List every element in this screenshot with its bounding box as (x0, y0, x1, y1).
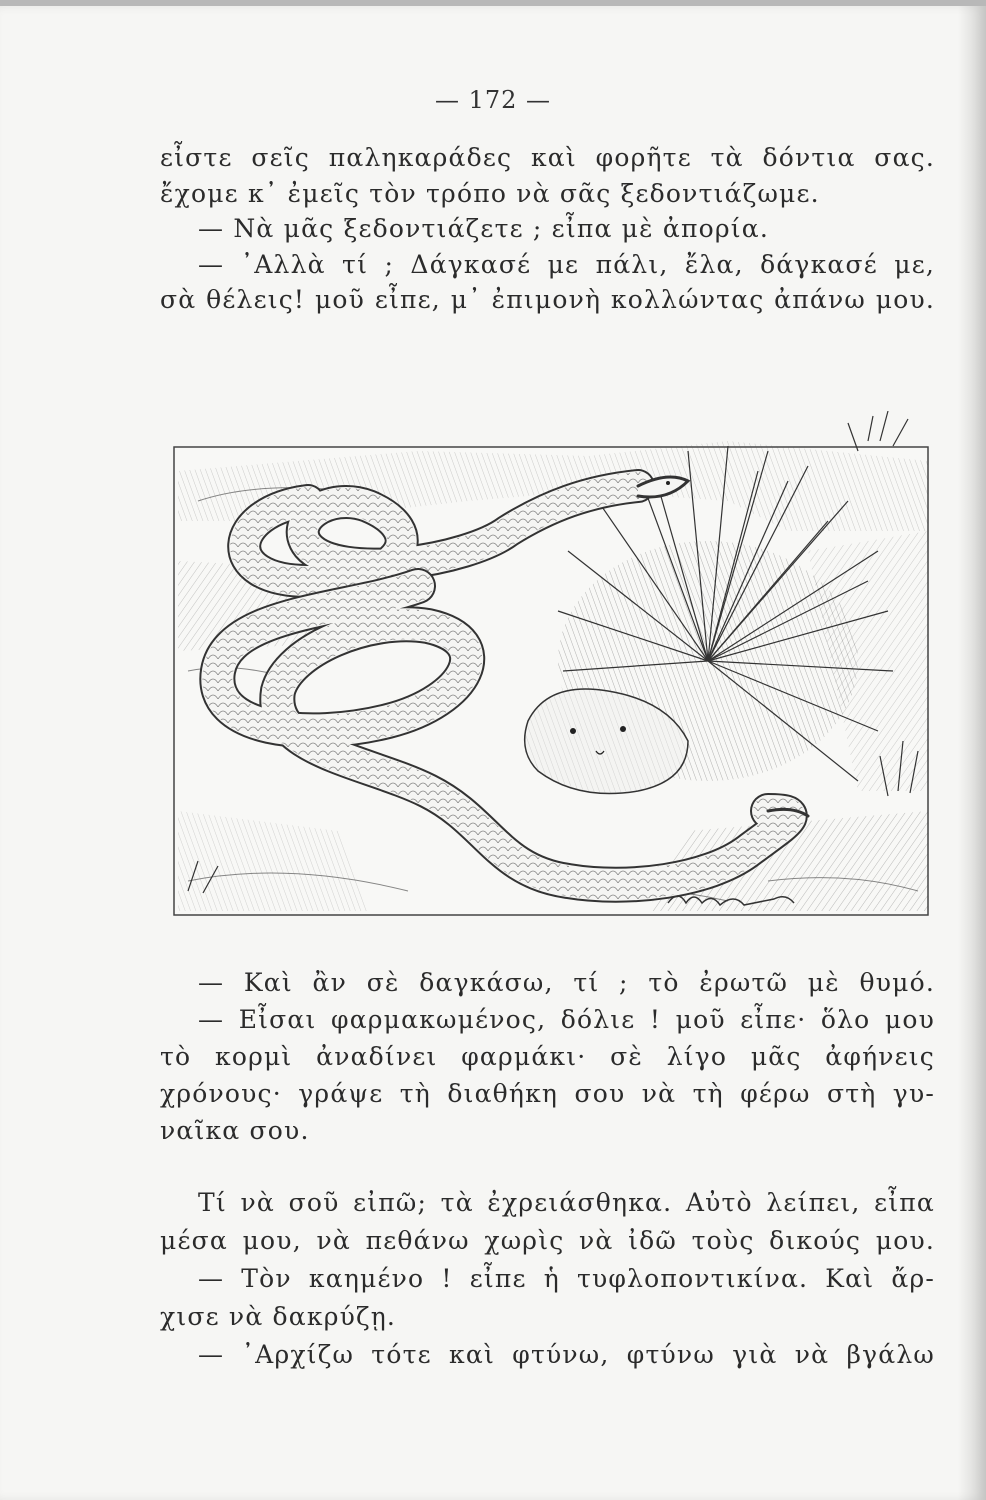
text-line: — Καὶ ἂν σὲ δαγκάσω, τί ; τὸ ἐρωτῶ μὲ θυμό. (198, 968, 935, 997)
book-page (0, 6, 986, 1500)
text-block-top (160, 140, 935, 318)
text-line: τὸ κορμὶ ἀναδίνει φαρμάκι· σὲ λίγο μᾶς ἀφήνεις (160, 1042, 935, 1071)
text-line: ἔχομε κ᾿ ἐμεῖς τὸν τρόπο νὰ σᾶς ξεδοντιάζωμε. (160, 178, 820, 208)
text-line: σὰ θέλεις! μοῦ εἶπε, μ᾿ ἐπιμονὴ κολλώντας ἀπάνω μου. (160, 285, 935, 314)
text-line: εἶστε σεῖς παληκαράδες καὶ φορῆτε τὰ δόντια σας. (160, 143, 935, 172)
engraving-illustration (168, 411, 938, 931)
text-line: — Τὸν καημένο ! εἶπε ἡ τυφλοποντικίνα. Καὶ ἄρ- (198, 1264, 935, 1293)
text-line: — Εἶσαι φαρμακωμένος, δόλιε ! μοῦ εἶπε· ὅλο μου (198, 1005, 935, 1034)
text-line: χρόνους· γράψε τὴ διαθήκη σου νὰ τὴ φέρω στὴ γυ- (160, 1079, 935, 1108)
page-number: — 172 — (434, 86, 552, 114)
text-line: ναῖκα σου. (160, 1116, 310, 1145)
snake-hedgehog-drawing (168, 411, 938, 931)
text-line: Τί νὰ σοῦ εἰπῶ; τὰ ἐχρειάσθηκα. Αὐτὸ λείπει, εἶπα (198, 1188, 935, 1217)
text-line: μέσα μου, νὰ πεθάνω χωρὶς νὰ ἰδῶ τοὺς δικούς μου. (160, 1226, 935, 1255)
text-block-bottom (160, 1184, 935, 1374)
text-block-middle (160, 964, 935, 1149)
text-line: — Νὰ μᾶς ξεδοντιάζετε ; εἶπα μὲ ἀπορία. (198, 214, 769, 243)
text-line: — ᾿Αρχίζω τότε καὶ φτύνω, φτύνω γιὰ νὰ βγάλω (198, 1340, 935, 1369)
page-edge-shadow (958, 6, 986, 1500)
text-line: — ᾿Αλλὰ τί ; Δάγκασέ με πάλι, ἔλα, δάγκασέ με, (198, 249, 935, 279)
text-line: χισε νὰ δακρύζῃ. (160, 1302, 397, 1331)
